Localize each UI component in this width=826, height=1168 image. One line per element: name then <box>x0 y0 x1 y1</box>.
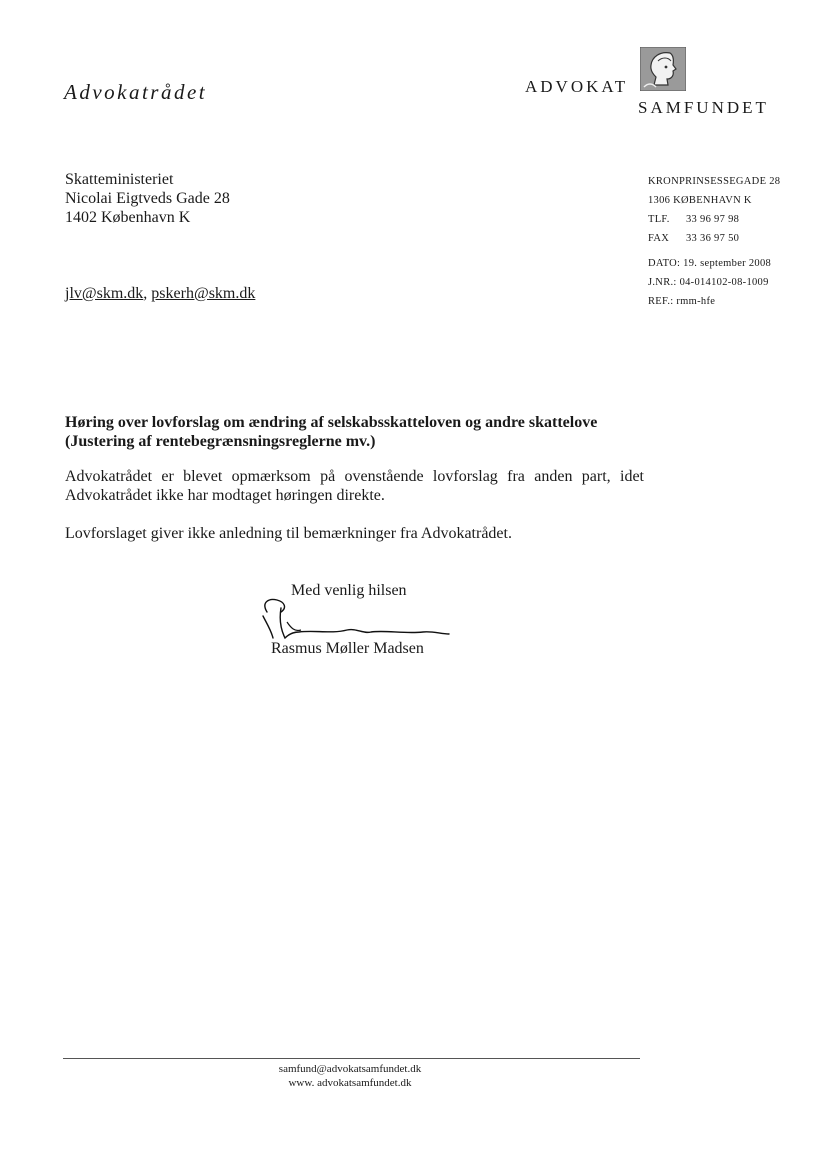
phone-number: 33 96 97 98 <box>686 214 740 225</box>
body-paragraph-1 <box>65 467 644 505</box>
phone-label: TLF. <box>648 214 670 225</box>
signer-name: Rasmus Møller Madsen <box>271 640 424 657</box>
footer-website[interactable]: www. advokatsamfundet.dk <box>288 1077 412 1089</box>
journal-number: J.NR.: 04-014102-08-1009 <box>648 277 769 288</box>
letter-date: DATO: 19. september 2008 <box>648 258 772 269</box>
sender-fax <box>648 229 780 248</box>
closing-greeting: Med venlig hilsen <box>291 582 407 599</box>
letter-subject <box>65 413 597 451</box>
sender-city: 1306 KØBENHAVN K <box>648 195 752 206</box>
recipient-street: Nicolai Eigtveds Gade 28 <box>65 190 230 207</box>
body-paragraph-2: Lovforslaget giver ikke anledning til bemærkninger fra Advokatrådet. <box>65 525 512 542</box>
recipient-emails <box>65 285 255 303</box>
fax-label: FAX <box>648 233 670 244</box>
body-paragraph-1-line-2: Advokatrådet ikke har modtaget høringen direkte. <box>65 487 385 504</box>
org-name: Advokatrådet <box>64 80 208 104</box>
recipient-address <box>65 170 230 227</box>
footer-email[interactable]: samfund@advokatsamfundet.dk <box>278 1063 422 1075</box>
recipient-name: Skatteministeriet <box>65 171 174 188</box>
sender-info <box>648 172 780 311</box>
footer-divider <box>63 1058 640 1059</box>
email-link-jlv[interactable]: jlv@skm.dk <box>65 285 144 302</box>
footer <box>200 1062 500 1090</box>
body-paragraph-1-line-1: Advokatrådet er blevet opmærksom på ovenstående lovforslag fra anden part, idet <box>65 468 644 485</box>
email-separator: , <box>143 285 152 302</box>
subject-line-2: (Justering af rentebegrænsningsreglerne mv.) <box>65 433 376 450</box>
sender-phone <box>648 210 780 229</box>
logo-text-advokat: ADVOKAT <box>525 77 629 96</box>
subject-line-1: Høring over lovforslag om ændring af selskabsskatteloven og andre skattelove <box>65 414 598 431</box>
logo-text-samfundet: SAMFUNDET <box>638 98 769 117</box>
athena-head-icon <box>640 47 686 91</box>
reference: REF.: rmm-hfe <box>648 296 716 307</box>
sender-street: KRONPRINSESSEGADE 28 <box>648 176 781 187</box>
email-link-pskerh[interactable]: pskerh@skm.dk <box>151 285 256 302</box>
recipient-city: 1402 København K <box>65 209 191 226</box>
fax-number: 33 36 97 50 <box>686 233 740 244</box>
